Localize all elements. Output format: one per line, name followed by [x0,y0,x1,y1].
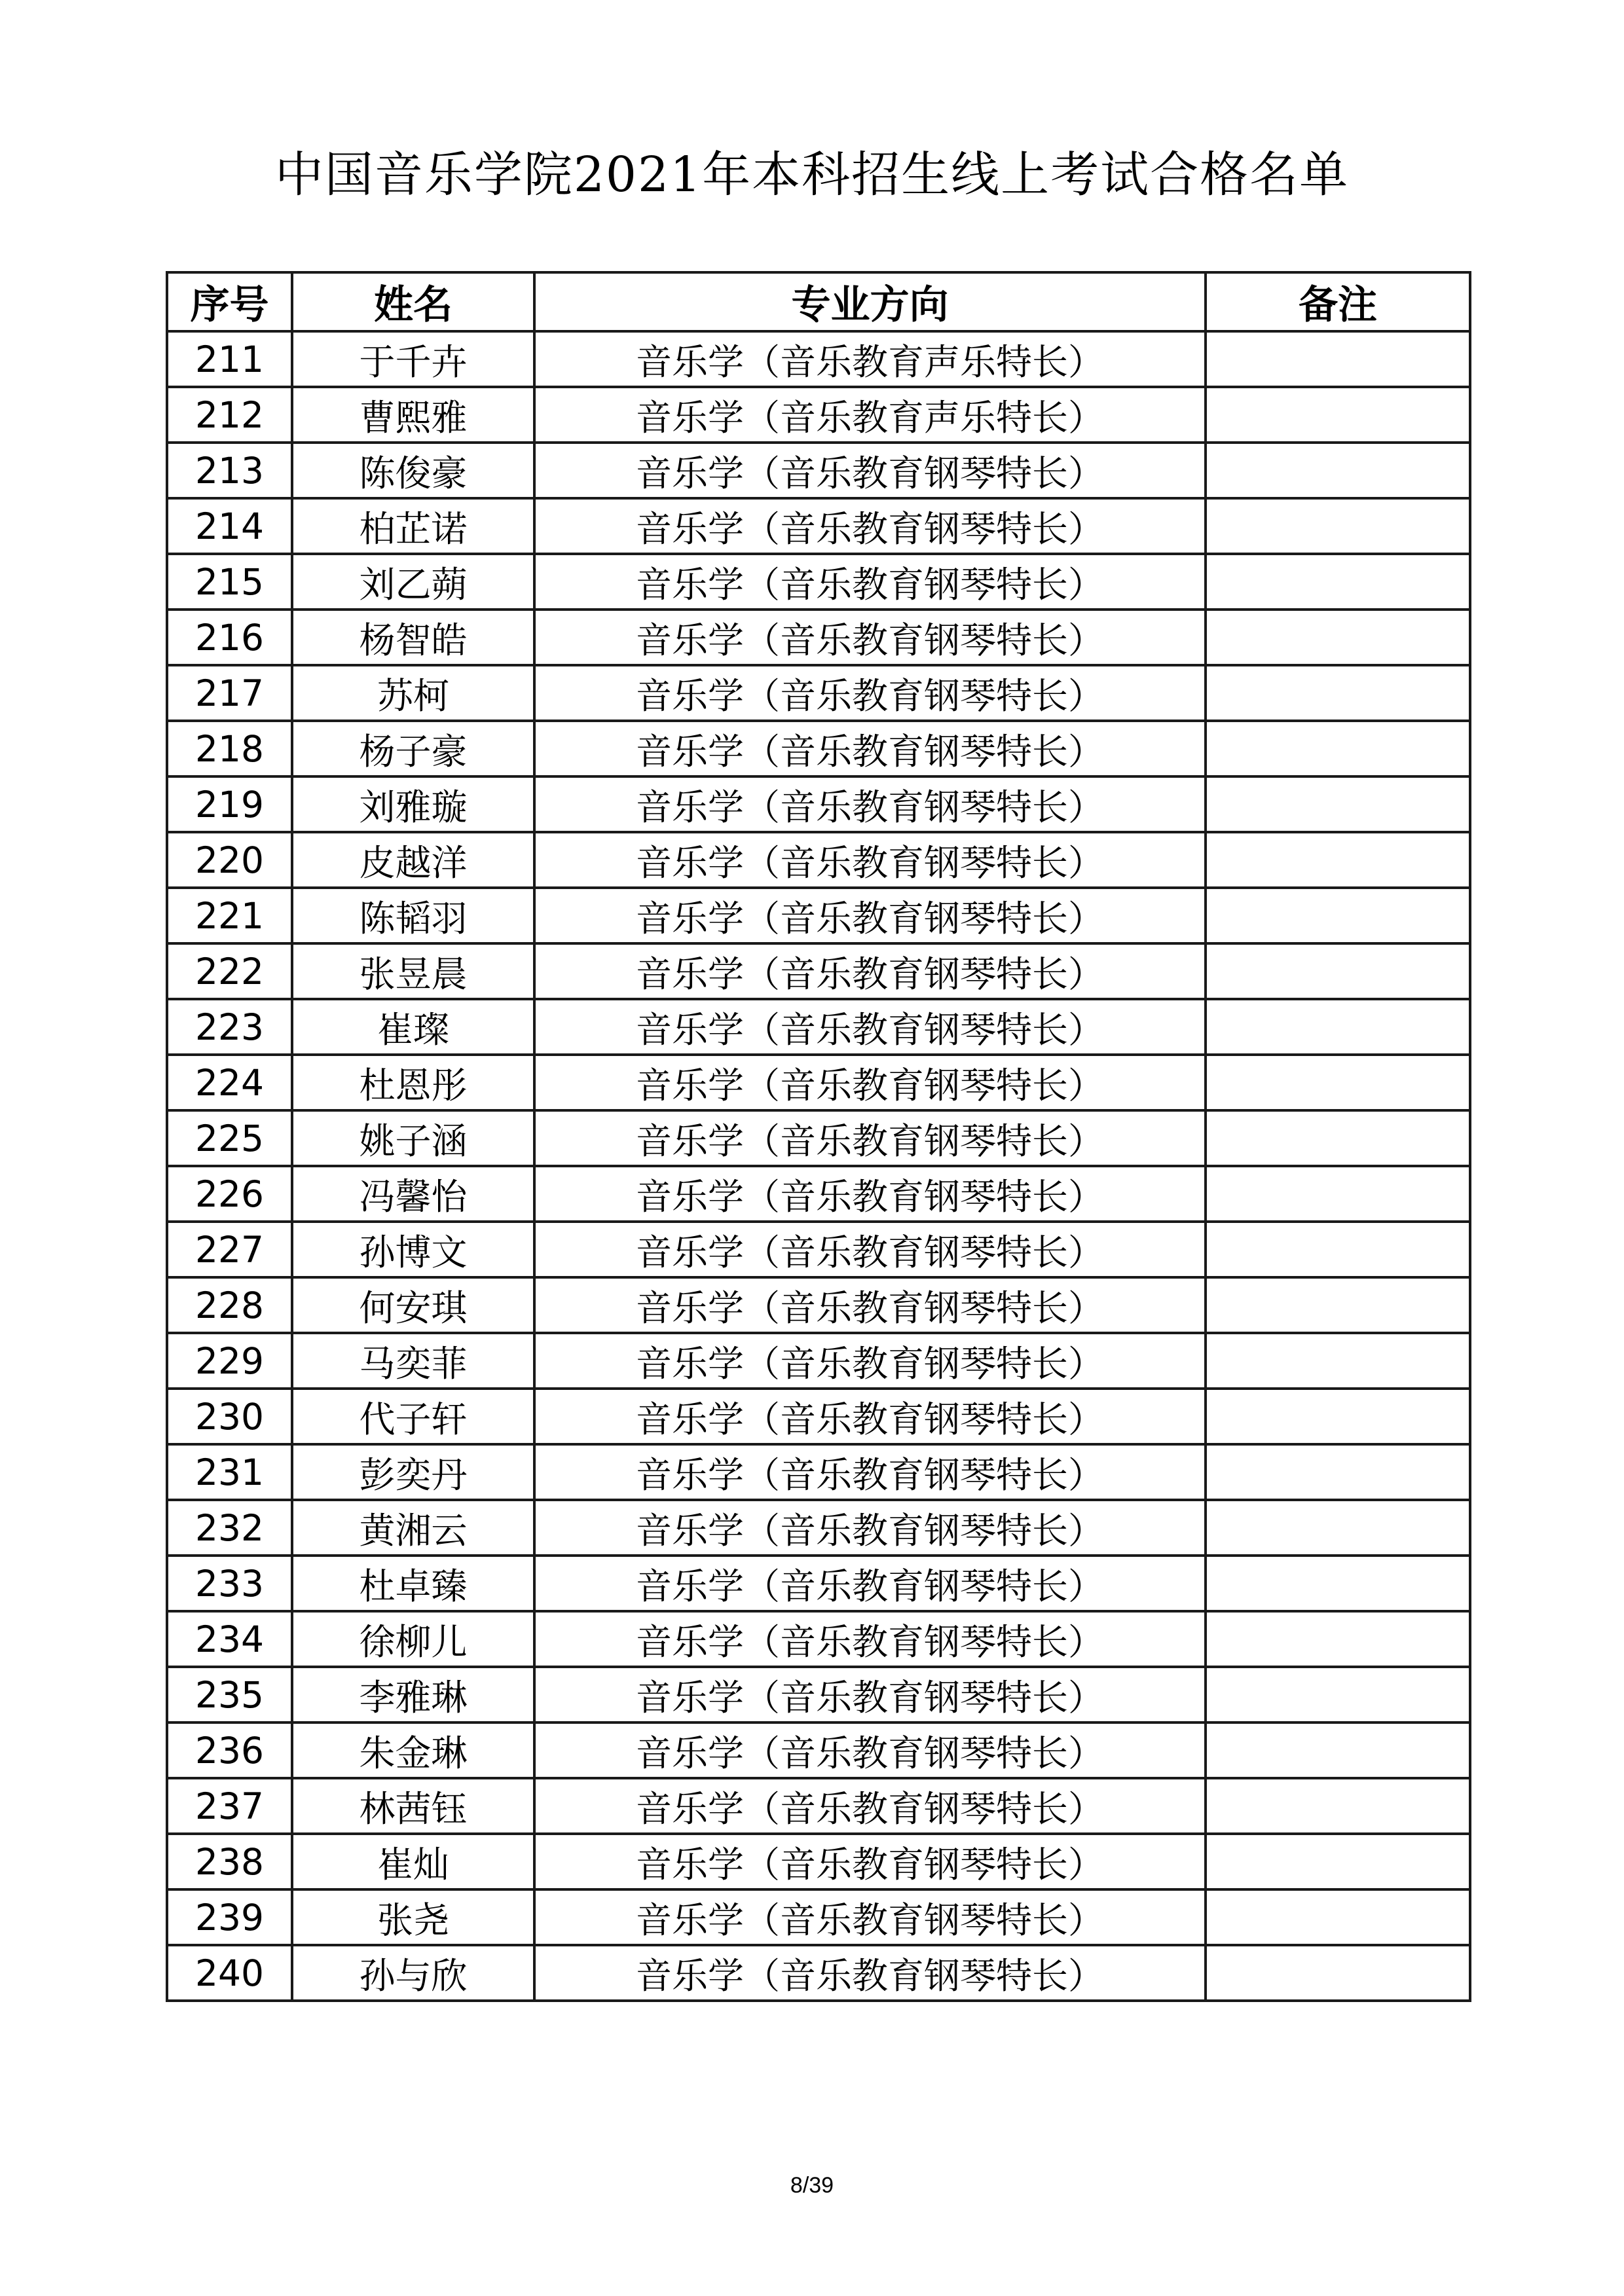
cell-note [1206,610,1470,665]
cell-major: 音乐学（音乐教育钢琴特长） [534,1277,1206,1333]
table-row [167,1500,1470,1556]
cell-major: 音乐学（音乐教育钢琴特长） [534,943,1206,999]
cell-major: 音乐学（音乐教育钢琴特长） [534,498,1206,554]
table-row [167,1945,1470,2001]
cell-major: 音乐学（音乐教育钢琴特长） [534,1556,1206,1611]
cell-name: 张昱晨 [292,943,534,999]
cell-note [1206,1778,1470,1834]
cell-major: 音乐学（音乐教育钢琴特长） [534,1389,1206,1444]
cell-serial-number: 213 [167,443,292,498]
cell-name: 崔灿 [292,1834,534,1889]
table-row [167,554,1470,610]
cell-name: 孙与欣 [292,1945,534,2001]
cell-note [1206,665,1470,721]
cell-note [1206,1889,1470,1945]
cell-major: 音乐学（音乐教育钢琴特长） [534,1834,1206,1889]
cell-major: 音乐学（音乐教育钢琴特长） [534,665,1206,721]
table-row [167,1611,1470,1667]
cell-note [1206,1556,1470,1611]
table-row [167,1834,1470,1889]
column-header-name: 姓名 [292,272,534,331]
cell-note [1206,776,1470,832]
cell-note [1206,387,1470,443]
cell-name: 何安琪 [292,1277,534,1333]
cell-note [1206,943,1470,999]
cell-major: 音乐学（音乐教育钢琴特长） [534,1778,1206,1834]
cell-major: 音乐学（音乐教育钢琴特长） [534,776,1206,832]
cell-name: 李雅琳 [292,1667,534,1722]
cell-serial-number: 221 [167,888,292,943]
table-row [167,1055,1470,1110]
cell-note [1206,832,1470,888]
table-row [167,498,1470,554]
column-header-serial-number: 序号 [167,272,292,331]
cell-major: 音乐学（音乐教育钢琴特长） [534,610,1206,665]
cell-note [1206,1500,1470,1556]
cell-serial-number: 228 [167,1277,292,1333]
cell-major: 音乐学（音乐教育钢琴特长） [534,721,1206,776]
cell-serial-number: 215 [167,554,292,610]
cell-note [1206,1166,1470,1222]
table-row [167,1333,1470,1389]
cell-serial-number: 240 [167,1945,292,2001]
table-row [167,1667,1470,1722]
cell-serial-number: 232 [167,1500,292,1556]
table-row [167,665,1470,721]
cell-name: 杜卓臻 [292,1556,534,1611]
cell-major: 音乐学（音乐教育钢琴特长） [534,554,1206,610]
table-row [167,1778,1470,1834]
cell-serial-number: 216 [167,610,292,665]
cell-name: 苏柯 [292,665,534,721]
cell-major: 音乐学（音乐教育声乐特长） [534,331,1206,387]
cell-name: 刘雅璇 [292,776,534,832]
table-row [167,721,1470,776]
table-header-row [167,272,1470,331]
cell-note [1206,1667,1470,1722]
cell-serial-number: 214 [167,498,292,554]
cell-major: 音乐学（音乐教育钢琴特长） [534,443,1206,498]
cell-name: 崔璨 [292,999,534,1055]
table-row [167,1444,1470,1500]
cell-serial-number: 224 [167,1055,292,1110]
cell-serial-number: 227 [167,1222,292,1277]
cell-note [1206,1444,1470,1500]
page-number: 8/39 [790,2173,834,2198]
cell-serial-number: 225 [167,1110,292,1166]
cell-note [1206,1611,1470,1667]
cell-note [1206,1389,1470,1444]
cell-name: 冯馨怡 [292,1166,534,1222]
cell-note [1206,331,1470,387]
cell-major: 音乐学（音乐教育钢琴特长） [534,1222,1206,1277]
column-header-note: 备注 [1206,272,1470,331]
cell-serial-number: 222 [167,943,292,999]
table-row [167,1722,1470,1778]
table-row [167,832,1470,888]
cell-name: 姚子涵 [292,1110,534,1166]
cell-major: 音乐学（音乐教育钢琴特长） [534,1667,1206,1722]
cell-name: 林茜钰 [292,1778,534,1834]
cell-serial-number: 219 [167,776,292,832]
cell-serial-number: 230 [167,1389,292,1444]
column-header-major: 专业方向 [534,272,1206,331]
cell-note [1206,888,1470,943]
table-row [167,1389,1470,1444]
cell-note [1206,1333,1470,1389]
cell-major: 音乐学（音乐教育钢琴特长） [534,1444,1206,1500]
cell-serial-number: 233 [167,1556,292,1611]
cell-major: 音乐学（音乐教育钢琴特长） [534,1055,1206,1110]
cell-note [1206,721,1470,776]
cell-name: 陈韬羽 [292,888,534,943]
cell-major: 音乐学（音乐教育钢琴特长） [534,1166,1206,1222]
cell-major: 音乐学（音乐教育声乐特长） [534,387,1206,443]
table-row [167,1889,1470,1945]
cell-note [1206,498,1470,554]
cell-note [1206,1834,1470,1889]
table-row [167,1110,1470,1166]
cell-serial-number: 237 [167,1778,292,1834]
cell-serial-number: 223 [167,999,292,1055]
cell-note [1206,999,1470,1055]
table-row [167,1166,1470,1222]
table-row [167,443,1470,498]
cell-major: 音乐学（音乐教育钢琴特长） [534,1722,1206,1778]
cell-name: 曹熙雅 [292,387,534,443]
cell-name: 张尧 [292,1889,534,1945]
cell-note [1206,1945,1470,2001]
cell-serial-number: 211 [167,331,292,387]
table-row [167,1277,1470,1333]
table-row [167,943,1470,999]
cell-name: 朱金琳 [292,1722,534,1778]
cell-note [1206,1722,1470,1778]
cell-name: 徐柳儿 [292,1611,534,1667]
table-row [167,1556,1470,1611]
cell-name: 马奕菲 [292,1333,534,1389]
table-header [167,272,1470,331]
cell-major: 音乐学（音乐教育钢琴特长） [534,1889,1206,1945]
cell-name: 代子轩 [292,1389,534,1444]
cell-serial-number: 218 [167,721,292,776]
cell-serial-number: 235 [167,1667,292,1722]
cell-note [1206,554,1470,610]
cell-note [1206,1110,1470,1166]
cell-serial-number: 212 [167,387,292,443]
table-body [167,331,1470,2001]
cell-major: 音乐学（音乐教育钢琴特长） [534,1333,1206,1389]
page-title: 中国音乐学院2021年本科招生线上考试合格名单 [274,147,1350,203]
cell-note [1206,443,1470,498]
cell-serial-number: 238 [167,1834,292,1889]
cell-name: 杨智皓 [292,610,534,665]
cell-major: 音乐学（音乐教育钢琴特长） [534,1500,1206,1556]
table-row [167,610,1470,665]
cell-major: 音乐学（音乐教育钢琴特长） [534,1945,1206,2001]
table-row [167,1222,1470,1277]
table-row [167,387,1470,443]
table-row [167,331,1470,387]
cell-serial-number: 236 [167,1722,292,1778]
cell-serial-number: 234 [167,1611,292,1667]
cell-name: 彭奕丹 [292,1444,534,1500]
cell-serial-number: 231 [167,1444,292,1500]
cell-name: 于千卉 [292,331,534,387]
table-row [167,776,1470,832]
cell-name: 黄湘云 [292,1500,534,1556]
cell-serial-number: 226 [167,1166,292,1222]
admission-list-table [166,271,1471,2002]
cell-serial-number: 220 [167,832,292,888]
cell-serial-number: 229 [167,1333,292,1389]
cell-major: 音乐学（音乐教育钢琴特长） [534,1611,1206,1667]
table-row [167,888,1470,943]
cell-name: 皮越洋 [292,832,534,888]
cell-major: 音乐学（音乐教育钢琴特长） [534,1110,1206,1166]
cell-major: 音乐学（音乐教育钢琴特长） [534,888,1206,943]
cell-note [1206,1055,1470,1110]
cell-name: 孙博文 [292,1222,534,1277]
cell-note [1206,1277,1470,1333]
cell-name: 陈俊豪 [292,443,534,498]
cell-note [1206,1222,1470,1277]
cell-name: 杜恩彤 [292,1055,534,1110]
table-row [167,999,1470,1055]
cell-major: 音乐学（音乐教育钢琴特长） [534,832,1206,888]
cell-name: 杨子豪 [292,721,534,776]
cell-serial-number: 239 [167,1889,292,1945]
cell-major: 音乐学（音乐教育钢琴特长） [534,999,1206,1055]
cell-serial-number: 217 [167,665,292,721]
cell-name: 刘乙蒴 [292,554,534,610]
cell-name: 柏芷诺 [292,498,534,554]
